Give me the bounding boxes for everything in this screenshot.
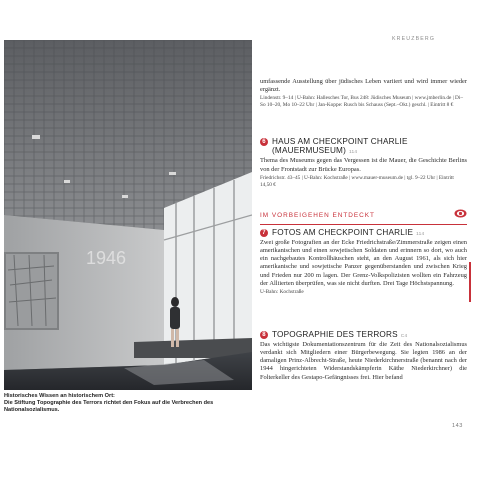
wall-year-text: 1946 [86, 248, 127, 268]
item-6-number-badge: 6 [260, 138, 268, 146]
edge-marker [469, 262, 471, 302]
item-8-text: Das wichtigste Dokumentationszentrum für die Zeit des Nationalsozialismus verdankt sich Mitgliedern einer Bürgerbewegung. Sie legten 1986 an der damaligen Prinz-Albrecht-Straße, heute Niederkirchnerstraße (benannt nach der 1944 hingerichteten Widerstandskämpferin Käthe Niederkirchner) die Folterkeller des Gestapo-Gefängnisses frei. Hier befand [260, 341, 467, 381]
item-6-heading [260, 137, 467, 157]
item-6-text: Thema des Museums gegen das Vergessen ist die Mauer, die Geschichte Berlins von der Frontstadt zur Brücke Europas. [260, 157, 467, 173]
item-7-text: Zwei große Fotografien an der Ecke Friedrichstraße/Zimmerstraße zeigen einen amerikanischen und einen sowjetischen Soldaten und erinnern so dort, wo auch ein nachgebautes Kontrollhäuschen steht, an den August 1961, als sich hier amerikanische und sowjetische Panzer gegenüberstanden und zwischen Krieg und Frieden nur 200 m lagen. Der Grenz-Volkspolizisten wollten ein Fahrzeug der Alliierten überprüfen, was sie nicht durften. Drei Tage Höchstspannung. [260, 239, 467, 287]
item-8-title: TOPOGRAPHIE DES TERRORS [272, 330, 398, 339]
item-8-heading [260, 330, 467, 341]
item-7-number-badge: 7 [260, 229, 268, 237]
caption-title: Historisches Wissen an historischem Ort: [4, 393, 115, 399]
eye-icon [454, 209, 467, 218]
intro-text: umfassende Ausstellung über jüdisches Leben variiert und wird immer wieder ergänzt. [260, 78, 467, 94]
museum-interior-photo [4, 40, 252, 390]
caption-text: Die Stiftung Topographie des Terrors richtet den Fokus auf die Verbrechen des Nationalsozialismus. [4, 400, 214, 414]
item-6-title: HAUS AM CHECKPOINT CHARLIE (MAUERMUSEUM) [272, 137, 408, 156]
item-7-heading [260, 228, 467, 239]
section-label: IM VORBEIGEHEN ENTDECKT [260, 212, 375, 219]
intro-block [260, 78, 467, 109]
item-8-ref: C4 [400, 334, 408, 339]
item-7 [260, 228, 467, 296]
item-8-number-badge: 8 [260, 331, 268, 339]
photo-caption [4, 393, 252, 415]
section-divider [260, 224, 467, 225]
item-7-info: U-Bahn: Kochstraße [260, 288, 304, 295]
item-8 [260, 330, 467, 382]
running-head: KREUZBERG [392, 36, 436, 42]
item-7-ref: 114 [416, 232, 425, 237]
page-number: 143 [452, 423, 463, 429]
item-6-info: Friedrichstr. 43–45 | U-Bahn: Kochstraße | www.mauer-museum.de | tgl. 9–22 Uhr | Eintritt 14,50 € [260, 174, 454, 188]
item-6 [260, 137, 467, 189]
item-7-title: FOTOS AM CHECKPOINT CHARLIE [272, 228, 414, 237]
intro-info: Lindenstr. 9–14 | U-Bahn: Hallesches Tor, Bus 248: Jüdisches Museum | www.jmberlin.de | Di–So 10–20, Mo 10–22 Uhr | Jan-Koppe: Rusch bis Schauss (Sept.–Okt.) geschl. | Eintritt 8 € [260, 95, 463, 109]
item-6-ref: 114 [349, 150, 358, 156]
